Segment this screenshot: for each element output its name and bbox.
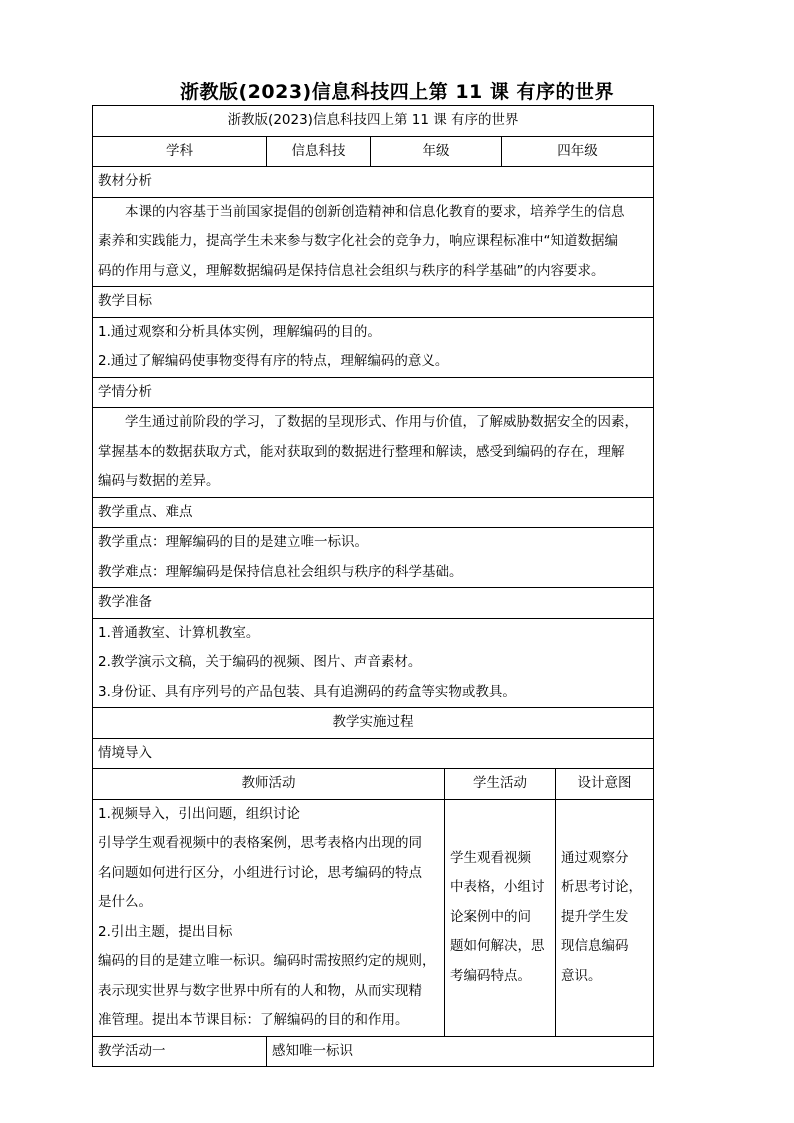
learner-analysis-content xyxy=(93,408,654,498)
learner-analysis-heading-row xyxy=(93,377,654,408)
teacher-line: 名问题如何进行区分，小组进行讨论，思考编码的特点 xyxy=(98,864,422,881)
objectives-heading: 教学目标 xyxy=(93,287,654,318)
activity-one-value: 感知唯一标识 xyxy=(267,1036,654,1067)
preparation-item: 3.身份证、具有序列号的产品包装、具有追溯码的药盒等实物或教具。 xyxy=(98,683,516,700)
header-row xyxy=(93,106,654,137)
teacher-line: 是什么。 xyxy=(98,894,152,910)
intro-activity-row xyxy=(93,799,654,1036)
teacher-activity-cell xyxy=(93,799,445,1036)
objective-item: 2.通过了解编码使事物变得有序的特点，理解编码的意义。 xyxy=(98,353,449,369)
objectives-row xyxy=(93,317,654,377)
student-line: 考编码特点。 xyxy=(450,967,531,984)
teacher-activity-header: 教师活动 xyxy=(93,769,445,800)
learner-analysis-line: 掌握基本的数据获取方式，能对获取到的数据进行整理和解读，感受到编码的存在，理解 xyxy=(98,443,625,460)
preparation-heading: 教学准备 xyxy=(93,588,654,619)
key-points-heading: 教学重点、难点 xyxy=(93,497,654,528)
student-line: 中表格，小组讨 xyxy=(450,879,545,896)
activity-one-row xyxy=(93,1036,654,1067)
textbook-analysis-line: 本课的内容基于当前国家提倡的创新创造精神和信息化教育的要求，培养学生的信息 xyxy=(125,203,625,220)
design-line: 析思考讨论， xyxy=(561,879,642,896)
textbook-analysis-row xyxy=(93,197,654,287)
learner-analysis-heading: 学情分析 xyxy=(93,377,654,408)
design-line: 通过观察分 xyxy=(561,849,629,866)
design-line: 意识。 xyxy=(561,967,602,984)
process-heading: 教学实施过程 xyxy=(93,708,654,739)
activity-columns-row xyxy=(93,769,654,800)
textbook-analysis-heading-row xyxy=(93,167,654,198)
design-line: 现信息编码 xyxy=(561,938,629,955)
learner-analysis-line: 学生通过前阶段的学习，了数据的呈现形式、作用与价值，了解威胁数据安全的因素， xyxy=(125,414,638,430)
subject-label: 学科 xyxy=(93,136,267,167)
textbook-analysis-heading: 教材分析 xyxy=(93,167,654,198)
intro-heading: 情境导入 xyxy=(93,738,654,769)
student-line: 学生观看视频 xyxy=(450,849,531,866)
student-line: 论案例中的问 xyxy=(450,908,531,925)
learner-analysis-row xyxy=(93,408,654,498)
preparation-row xyxy=(93,618,654,708)
grade-value: 四年级 xyxy=(502,136,654,167)
objectives-content xyxy=(93,317,654,377)
textbook-analysis-content xyxy=(93,197,654,287)
teacher-line: 1.视频导入，引出问题，组织讨论 xyxy=(98,805,300,822)
key-points-heading-row xyxy=(93,497,654,528)
key-point-item: 教学重点：理解编码的目的是建立唯一标识。 xyxy=(98,534,368,550)
meta-row xyxy=(93,136,654,167)
process-heading-row xyxy=(93,708,654,739)
table-header-title: 浙教版(2023)信息科技四上第 11 课 有序的世界 xyxy=(93,106,654,137)
teacher-line: 引导学生观看视频中的表格案例，思考表格内出现的同 xyxy=(98,835,422,851)
intro-heading-row xyxy=(93,738,654,769)
student-activity-cell xyxy=(445,799,556,1036)
objectives-heading-row xyxy=(93,287,654,318)
objective-item: 1.通过观察和分析具体实例，理解编码的目的。 xyxy=(98,323,381,340)
textbook-analysis-line: 素养和实践能力，提高学生未来参与数字化社会的竞争力，响应课程标准中“知道数据编 xyxy=(98,233,618,249)
activity-one-label: 教学活动一 xyxy=(93,1036,267,1067)
teacher-line: 准管理。提出本节课目标：了解编码的目的和作用。 xyxy=(98,1012,409,1028)
lesson-plan-table xyxy=(92,105,653,1067)
subject-value: 信息科技 xyxy=(267,136,371,167)
design-intent-cell xyxy=(556,799,654,1036)
student-activity-header: 学生活动 xyxy=(445,769,556,800)
preparation-item: 2.教学演示文稿，关于编码的视频、图片、声音素材。 xyxy=(98,654,422,670)
preparation-content xyxy=(93,618,654,708)
teacher-line: 表示现实世界与数字世界中所有的人和物，从而实现精 xyxy=(98,982,422,999)
student-line: 题如何解决，思 xyxy=(450,938,545,955)
grade-label: 年级 xyxy=(371,136,502,167)
document-title: 浙教版(2023)信息科技四上第 11 课 有序的世界 xyxy=(179,81,615,103)
preparation-heading-row xyxy=(93,588,654,619)
learner-analysis-line: 编码与数据的差异。 xyxy=(98,473,220,489)
preparation-item: 1.普通教室、计算机教室。 xyxy=(98,624,260,641)
teacher-line: 编码的目的是建立唯一标识。编码时需按照约定的规则， xyxy=(98,953,436,969)
textbook-analysis-line: 码的作用与意义，理解数据编码是保持信息社会组织与秩序的科学基础”的内容要求。 xyxy=(98,262,605,279)
key-points-content xyxy=(93,528,654,588)
teacher-line: 2.引出主题，提出目标 xyxy=(98,923,233,940)
key-point-item: 教学难点：理解编码是保持信息社会组织与秩序的科学基础。 xyxy=(98,563,463,580)
design-intent-header: 设计意图 xyxy=(556,769,654,800)
design-line: 提升学生发 xyxy=(561,908,629,925)
key-points-row xyxy=(93,528,654,588)
